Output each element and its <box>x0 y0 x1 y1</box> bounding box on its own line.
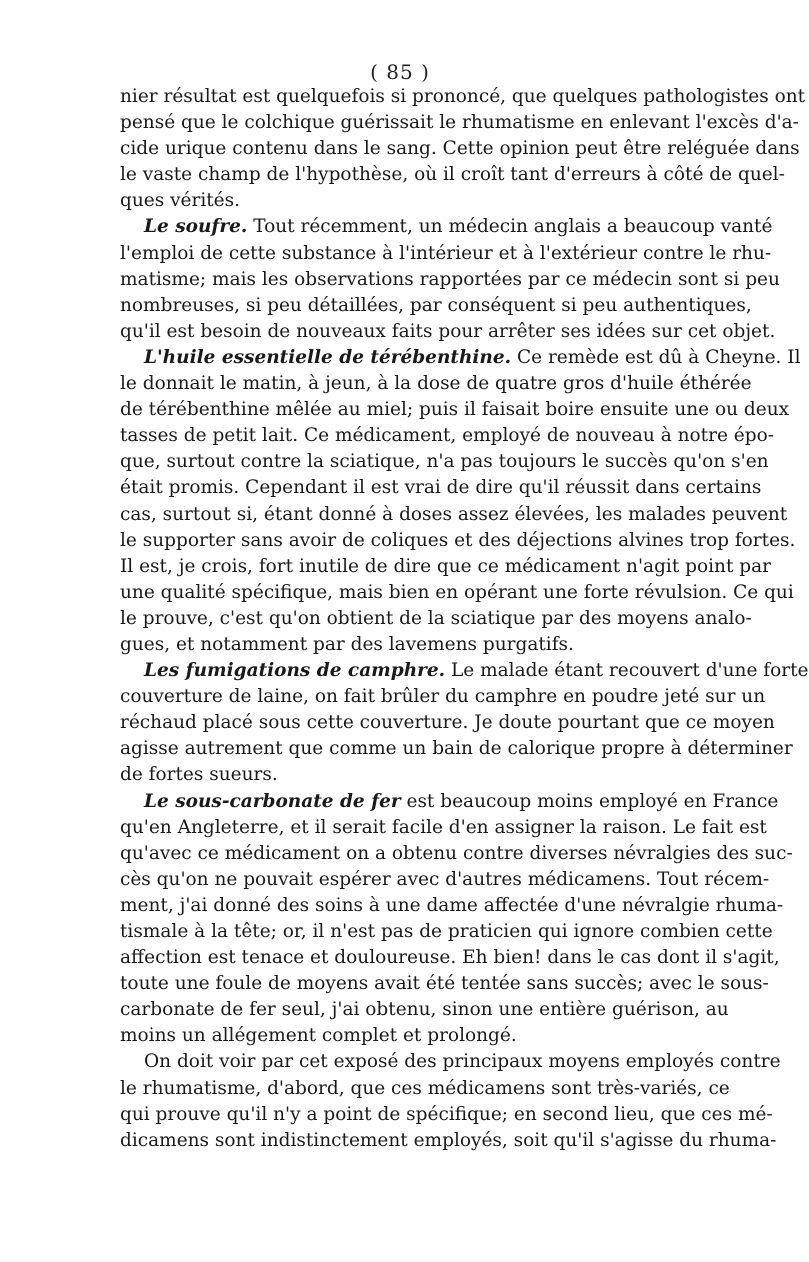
paragraph-heading: L'huile essentielle de térébenthine. <box>144 346 512 368</box>
line-text: pensé que le colchique guérissait le rhumatisme en enlevant l'excès d'a- <box>120 112 799 134</box>
text-line <box>120 632 680 658</box>
line-text: gues, et notamment par des lavemens purgatifs. <box>120 633 574 655</box>
text-line <box>120 919 773 945</box>
text-line <box>120 162 785 188</box>
line-text: couverture de laine, on fait brûler du camphre en poudre jeté sur un <box>120 686 766 708</box>
line-text: de fortes sueurs. <box>120 764 278 786</box>
line-text: l'emploi de cette substance à l'intérieur et à l'extérieur contre le rhu- <box>120 242 772 264</box>
text-line <box>120 762 680 788</box>
line-text: Tout récemment, un médecin anglais a beaucoup vanté <box>247 216 773 238</box>
line-text: qu'en Angleterre, et il serait facile d'en assigner la raison. Le fait est <box>120 816 767 838</box>
line-text: le prouve, c'est qu'on obtient de la sciatique par des moyens analo- <box>120 607 752 629</box>
line-text: matisme; mais les observations rapportées par ce médecin sont si peu <box>120 268 780 290</box>
text-line <box>120 736 793 762</box>
line-text: cide urique contenu dans le sang. Cette opinion peut être reléguée dans <box>120 138 800 160</box>
text-line <box>120 110 799 136</box>
text-line <box>120 710 775 736</box>
text-line <box>120 971 769 997</box>
line-text: cas, surtout si, étant donné à doses assez élevées, les malades peuvent <box>120 503 788 525</box>
line-text: moins un allégement complet et prolongé. <box>120 1025 517 1047</box>
paragraph-heading: Le sous-carbonate de fer <box>144 790 401 812</box>
text-line <box>120 84 806 110</box>
text-line <box>120 580 794 606</box>
text-line <box>120 1076 730 1102</box>
text-line <box>120 1102 773 1128</box>
line-text: le donnait le matin, à jeun, à la dose de quatre gros d'huile éthérée <box>120 373 752 395</box>
text-line <box>120 815 767 841</box>
text-line <box>120 554 771 580</box>
text-line <box>120 241 772 267</box>
page-number: ( 85 ) <box>370 60 430 84</box>
text-line <box>120 423 774 449</box>
line-text: ment, j'ai donné des soins à une dame affectée d'une névralgie rhuma- <box>120 894 784 916</box>
line-text: était promis. Cependant il est vrai de dire qu'il réussit dans certains <box>120 477 762 499</box>
line-text: le rhumatisme, d'abord, que ces médicamens sont très-variés, ce <box>120 1077 730 1099</box>
line-text: carbonate de fer seul, j'ai obtenu, sinon une entière guérison, au <box>120 999 729 1021</box>
text-line <box>120 1049 781 1075</box>
text-line <box>120 658 809 684</box>
line-text: de térébenthine mêlée au miel; puis il faisait boire ensuite une ou deux <box>120 399 790 421</box>
text-line <box>120 893 784 919</box>
text-line <box>120 397 790 423</box>
text-line <box>120 267 780 293</box>
text-line <box>120 188 680 214</box>
text-line <box>120 789 779 815</box>
line-text: On doit voir par cet exposé des principaux moyens employés contre <box>144 1051 781 1073</box>
text-line <box>120 502 788 528</box>
line-text: le vaste champ de l'hypothèse, où il croît tant d'erreurs à côté de quel- <box>120 164 785 186</box>
line-text: le supporter sans avoir de coliques et des déjections alvines trop fortes. <box>120 529 796 551</box>
line-text: dicamens sont indistinctement employés, soit qu'il s'agisse du rhuma- <box>120 1129 777 1151</box>
text-line <box>120 345 801 371</box>
text-line <box>120 319 776 345</box>
page-body-text <box>120 84 809 1154</box>
line-text: réchaud placé sous cette couverture. Je doute pourtant que ce moyen <box>120 712 775 734</box>
line-text: qu'il est besoin de nouveaux faits pour arrêter ses idées sur cet objet. <box>120 320 776 342</box>
line-text: toute une foule de moyens avait été tentée sans succès; avec le sous- <box>120 973 769 995</box>
text-line <box>120 841 793 867</box>
text-line <box>120 528 796 554</box>
text-line <box>120 867 770 893</box>
line-text: tismale à la tête; or, il n'est pas de praticien qui ignore combien cette <box>120 921 773 942</box>
text-line <box>120 449 769 475</box>
line-text: ques vérités. <box>120 190 240 212</box>
line-text: qu'avec ce médicament on a obtenu contre diverses névralgies des suc- <box>120 842 793 864</box>
line-text: est beaucoup moins employé en France <box>400 790 779 812</box>
line-text: affection est tenace et douloureuse. Eh bien! dans le cas dont il s'agit, <box>120 947 780 969</box>
line-text: une qualité spécifique, mais bien en opérant une forte révulsion. Ce qui <box>120 581 794 603</box>
text-line <box>120 1128 777 1154</box>
line-text: qui prouve qu'il n'y a point de spécifique; en second lieu, que ces mé- <box>120 1103 773 1125</box>
line-text: nombreuses, si peu détaillées, par conséquent si peu authentiques, <box>120 294 752 316</box>
paragraph-heading: Le soufre. <box>144 216 248 238</box>
text-line <box>120 997 729 1023</box>
line-text: Le malade étant recouvert d'une forte <box>445 660 809 682</box>
text-line <box>120 293 752 319</box>
text-line <box>120 214 773 240</box>
line-text: tasses de petit lait. Ce médicament, employé de nouveau à notre épo- <box>120 425 774 447</box>
line-text: nier résultat est quelquefois si prononcé, que quelques pathologistes ont <box>120 86 806 107</box>
paragraph-heading: Les fumigations de camphre. <box>144 660 446 682</box>
text-line <box>120 136 800 162</box>
text-line <box>120 475 762 501</box>
line-text: Il est, je crois, fort inutile de dire que ce médicament n'agit point par <box>120 555 771 577</box>
line-text: cès qu'on ne pouvait espérer avec d'autres médicamens. Tout récem- <box>120 868 770 890</box>
text-line <box>120 371 752 397</box>
line-text: agisse autrement que comme un bain de calorique propre à déterminer <box>120 738 793 760</box>
line-text: que, surtout contre la sciatique, n'a pas toujours le succès qu'on s'en <box>120 451 769 473</box>
text-line <box>120 606 752 632</box>
line-text: Ce remède est dû à Cheyne. Il <box>511 346 801 368</box>
text-line <box>120 1023 680 1049</box>
text-line <box>120 945 780 971</box>
text-line <box>120 684 766 710</box>
